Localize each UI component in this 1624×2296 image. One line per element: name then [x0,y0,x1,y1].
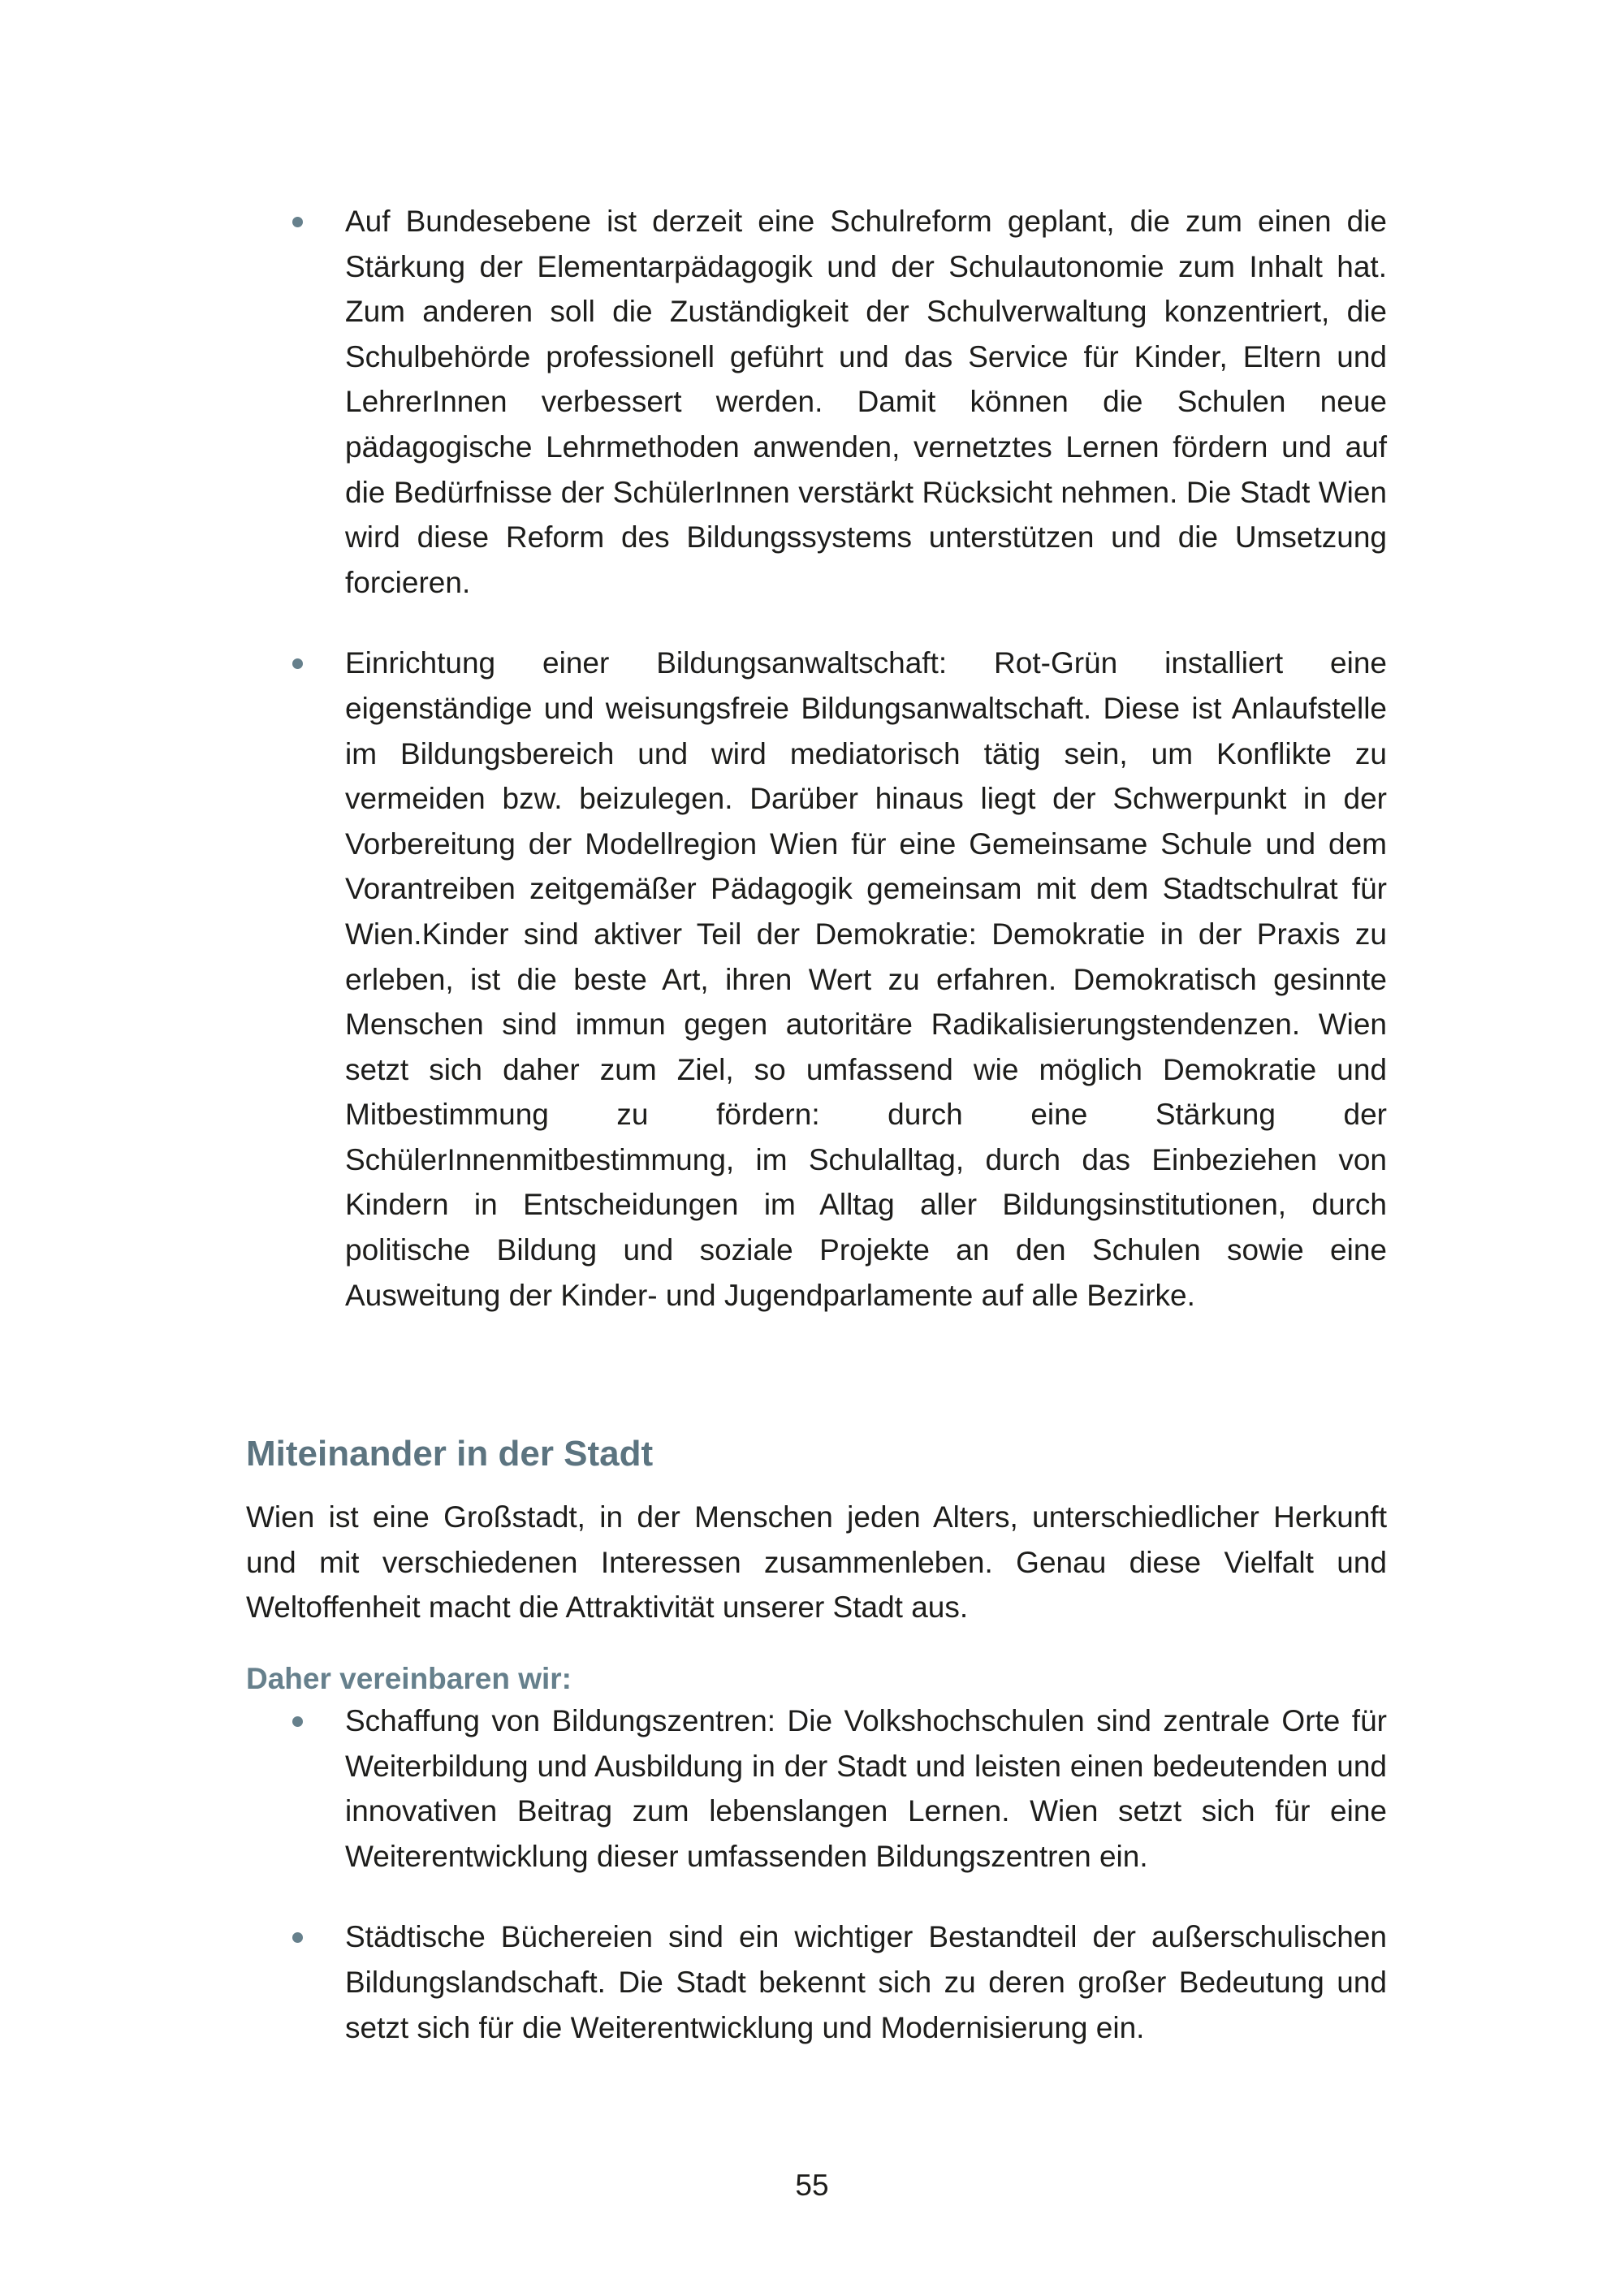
page-content [246,199,1387,2050]
list-item-text: Auf Bundesebene ist derzeit eine Schulreform geplant, die zum einen die Stärkung der Elementarpädagogik und der Schulautonomie zum Inhalt hat. Zum anderen soll die Zuständigkeit der Schulverwaltung konzentriert, die Schulbehörde professionell geführt und das Service für Kinder, Eltern und LehrerInnen verbessert werden. Damit können die Schulen neue pädagogische Lehrmethoden anwenden, vernetztes Lernen fördern und auf die Bedürfnisse der SchülerInnen verstärkt Rücksicht nehmen. Die Stadt Wien wird diese Reform des Bildungssystems unterstützen und die Umsetzung forcieren. [345,205,1387,599]
bullet-dot-icon [292,658,303,669]
bullet-dot-icon [292,1932,303,1943]
list-item [246,641,1387,1318]
section-heading: Miteinander in der Stadt [246,1434,654,1474]
bullet-list-education-reform [246,199,1387,1318]
list-item-text: Einrichtung einer Bildungsanwaltschaft: Rot-Grün installiert eine eigenständige und weisungsfreie Bildungsanwaltschaft. Diese ist Anlaufstelle im Bildungsbereich und wird mediatorisch tätig sein, um Konflikte zu vermeiden bzw. beizulegen. Darüber hinaus liegt der Schwerpunkt in der Vorbereitung der Modellregion Wien für eine Gemeinsame Schule und dem Vorantreiben zeitgemäßer Pädagogik gemeinsam mit dem Stadtschulrat für Wien.Kinder sind aktiver Teil der Demokratie: Demokratie in der Praxis zu erleben, ist die beste Art, ihren Wert zu erfahren. Demokratisch gesinnte Menschen sind immun gegen autoritäre Radikalisierungstendenzen. Wien setzt sich daher zum Ziel, so umfassend wie möglich Demokratie und Mitbestimmung zu fördern: durch eine Stärkung der SchülerInnenmitbestimmung, im Schulalltag, durch das Einbeziehen von Kindern in Entscheidungen im Alltag aller Bildungsinstitutionen, durch politische Bildung und soziale Projekte an den Schulen sowie eine Ausweitung der Kinder- und Jugendparlamente auf alle Bezirke. [345,646,1387,1312]
list-item [246,199,1387,605]
section-intro-paragraph: Wien ist eine Großstadt, in der Menschen jeden Alters, unterschiedlicher Herkunft und mit verschiedenen Interessen zusammenleben. Genau diese Vielfalt und Weltoffenheit macht die Attraktivität unserer Stadt aus. [246,1500,1387,1625]
list-item-text: Schaffung von Bildungszentren: Die Volkshochschulen sind zentrale Orte für Weiterbildung und Ausbildung in der Stadt und leisten einen bedeutenden und innovativen Beitrag zum lebenslangen Lernen. Wien setzt sich für eine Weiterentwicklung dieser umfassenden Bildungszentren ein. [345,1704,1387,1873]
bullet-list-agreements [246,1698,1387,2050]
bullet-dot-icon [292,217,303,227]
bullet-dot-icon [292,1716,303,1727]
list-item [246,1698,1387,1879]
agreement-subheading: Daher vereinbaren wir: [246,1662,572,1696]
page-number: 55 [795,2169,829,2202]
list-item-text: Städtische Büchereien sind ein wichtiger Bestandteil der außerschulischen Bildungslandschaft. Die Stadt bekennt sich zu deren großer Bedeutung und setzt sich für die Weiterentwicklung und Modernisierung ein. [345,1920,1387,2044]
list-item [246,1914,1387,2050]
